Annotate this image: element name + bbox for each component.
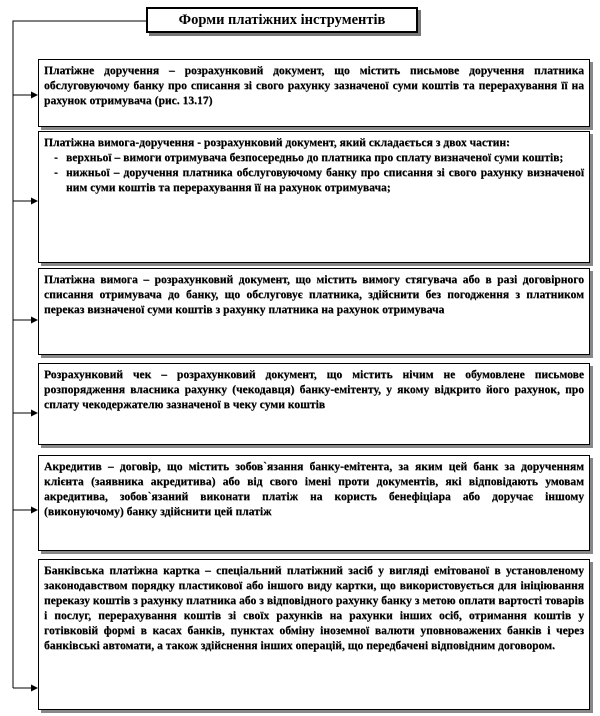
- box-bank-payment-card-text: Банківська платіжна картка – спеціальний платіжний засіб у вигляді емітованої в установленому законодавством порядку пластикової або іншого виду картки, що використовується для ініціювання переказу коштів з рахунку платника або з відповідного рахунку банку з метою оплати вартості товарів і послуг, перерахування коштів зі своїх рахунків на рахунки інших осіб, отримання коштів у готівковій формі в касах банків, пунктах обміну іноземної валюти уповноважених банків і через банківські автомати, а також здійснення інших операцій, що передбачені відповідним договором.: [44, 564, 584, 652]
- box-bank-payment-card: [38, 559, 590, 710]
- box-letter-of-credit: [38, 455, 590, 551]
- list-item: - нижньої – доручення платника обслуговуючому банку про списання зі свого рахунку визначеної ним суми коштів та перерахування її на рахунок отримувача;: [54, 166, 584, 194]
- box-payment-demand-order: [38, 131, 590, 263]
- box-payment-demand: [38, 268, 590, 355]
- box-letter-of-credit-text: Акредитив – договір, що містить зобов`язання банку-емітента, за яким цей банк за дорученням клієнта (заявника акредитива) або від свого імені проти документів, які відповідають умовам акредитива, зобов`язаний виконати платіж на користь бенефіціара або доручає іншому (виконуючому) банку здійснити цей платіж: [44, 460, 584, 518]
- box-payment-demand-order-text: Платіжна вимога-доручення - розрахунковий документ, який складається з двох частин:: [44, 136, 510, 149]
- list-item-text: верхньої – вимоги отримувача безпосередньо до платника про сплату визначеної суми коштів;: [66, 151, 564, 164]
- box-payment-order-text: Платіжне доручення – розрахунковий документ, що містить письмове доручення платника обслуговуючому банку про списання зі свого рахунку зазначеної суми коштів та перерахування її на рахунок отримувача (рис. 13.17): [44, 64, 584, 107]
- box-payment-demand-text: Платіжна вимога – розрахунковий документ, що містить вимогу стягувача або в разі договірного списання отримувача до банку, що обслуговує платника, здійснити без погодження з платником переказ визначеної суми коштів з рахунку платника на рахунок отримувача: [44, 273, 584, 316]
- list-item-text: нижньої – доручення платника обслуговуючому банку про списання зі свого рахунку визначеної ним суми коштів та перерахування її на рахунок отримувача;: [66, 166, 584, 194]
- box-settlement-cheque: [38, 363, 590, 445]
- box-payment-order: [38, 59, 590, 127]
- box-settlement-cheque-text: Розрахунковий чек – розрахунковий документ, що містить нічим не обумовлене письмове розпорядження власника рахунку (чекодавця) банку-емітенту, у якому відкрито його рахунок, про сплату чекодержателю зазначеної в чеку суми коштів: [44, 368, 584, 411]
- diagram-title: [146, 7, 418, 33]
- box-payment-demand-order-list: [44, 150, 584, 195]
- diagram-title-text: Форми платіжних інструментів: [178, 11, 386, 28]
- list-item: - верхньої – вимоги отримувача безпосередньо до платника про сплату визначеної суми коштів;: [54, 151, 564, 164]
